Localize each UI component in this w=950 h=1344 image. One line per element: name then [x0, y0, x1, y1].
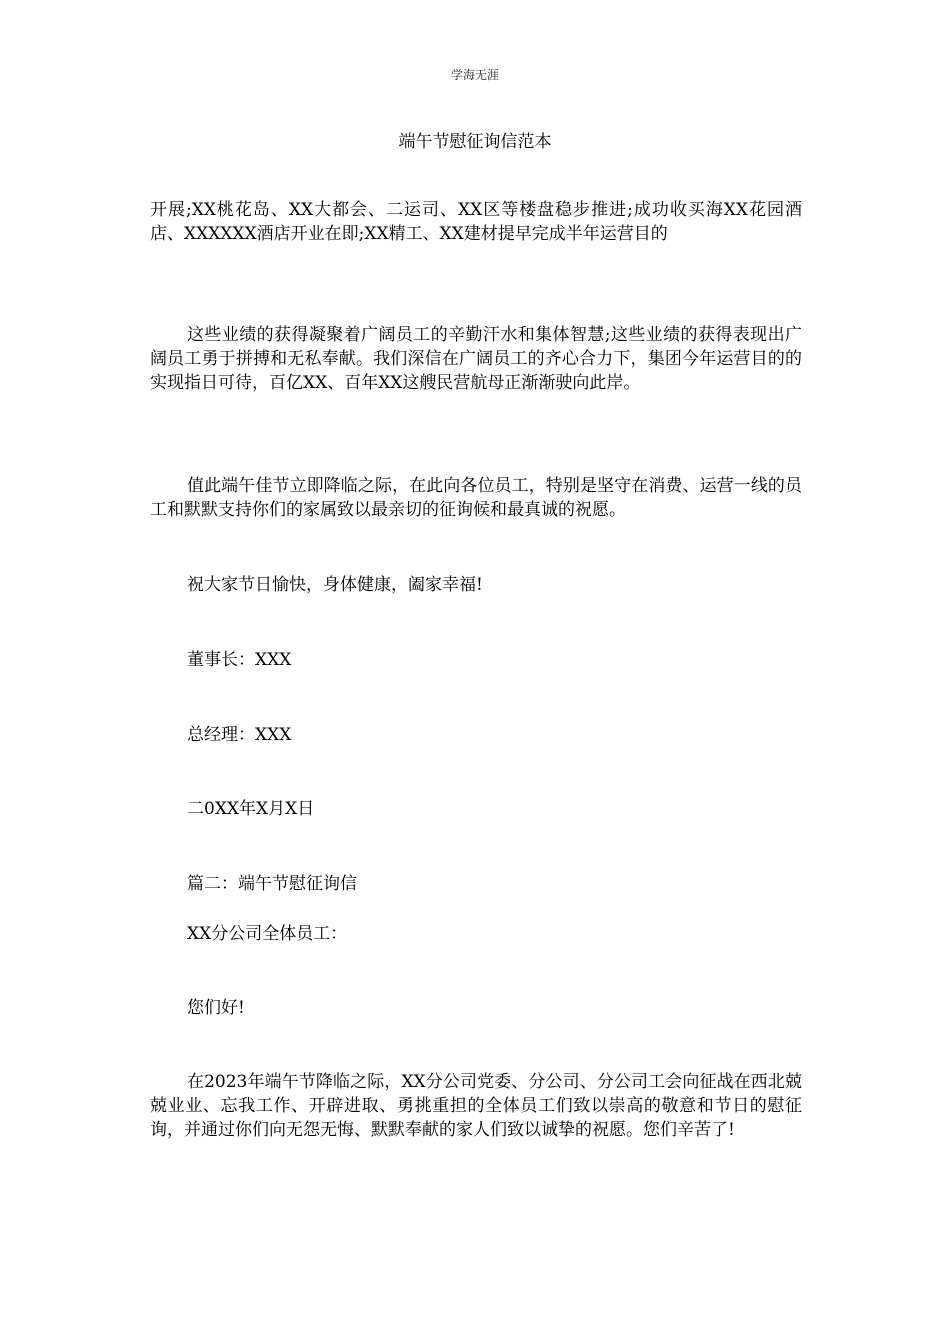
greeting-line: 您们好! — [187, 998, 245, 1018]
paragraph-festival-message: 在2023年端午节降临之际，XX分公司党委、分公司、分公司工会向征战在西北兢兢业业、忘我工作、开辟进取、勇挑重担的全体员工们致以崇高的敬意和节日的慰征询，并通过你们向无怨无悔、默默奉献的家人们致以诚挚的祝愿。您们辛苦了! — [150, 1072, 802, 1140]
page-header: 学海无涯 — [450, 68, 499, 82]
section-heading: 篇二：端午节慰征询信 — [187, 874, 357, 894]
signature-general-manager: 总经理：XXX — [187, 725, 292, 745]
letter-date: 二0XX年X月X日 — [187, 799, 315, 819]
paragraph-achievements-intro: 开展;XX桃花岛、XX大都会、二运司、XX区等楼盘稳步推进;成功收买海XX花园酒店、XXXXXX酒店开业在即;XX精工、XX建材提早完成半年运营目的 — [150, 200, 802, 244]
paragraph-wishes: 祝大家节日愉快，身体健康，阖家幸福! — [187, 575, 483, 595]
salutation: XX分公司全体员工： — [187, 924, 348, 944]
document-title: 端午节慰征询信范本 — [398, 132, 552, 152]
paragraph-achievements: 这些业绩的获得凝聚着广阔员工的辛勤汗水和集体智慧;这些业绩的获得表现出广阔员工勇于拼搏和无私奉献。我们深信在广阔员工的齐心合力下，集团今年运营目的的实现指日可待，百亿XX、百年XX这艘民营航母正渐渐驶向此岸。 — [150, 325, 802, 393]
paragraph-greetings: 值此端午佳节立即降临之际，在此向各位员工，特别是坚守在消费、运营一线的员工和默默支持你们的家属致以最亲切的征询候和最真诚的祝愿。 — [150, 476, 802, 520]
signature-chairman: 董事长：XXX — [187, 650, 292, 670]
